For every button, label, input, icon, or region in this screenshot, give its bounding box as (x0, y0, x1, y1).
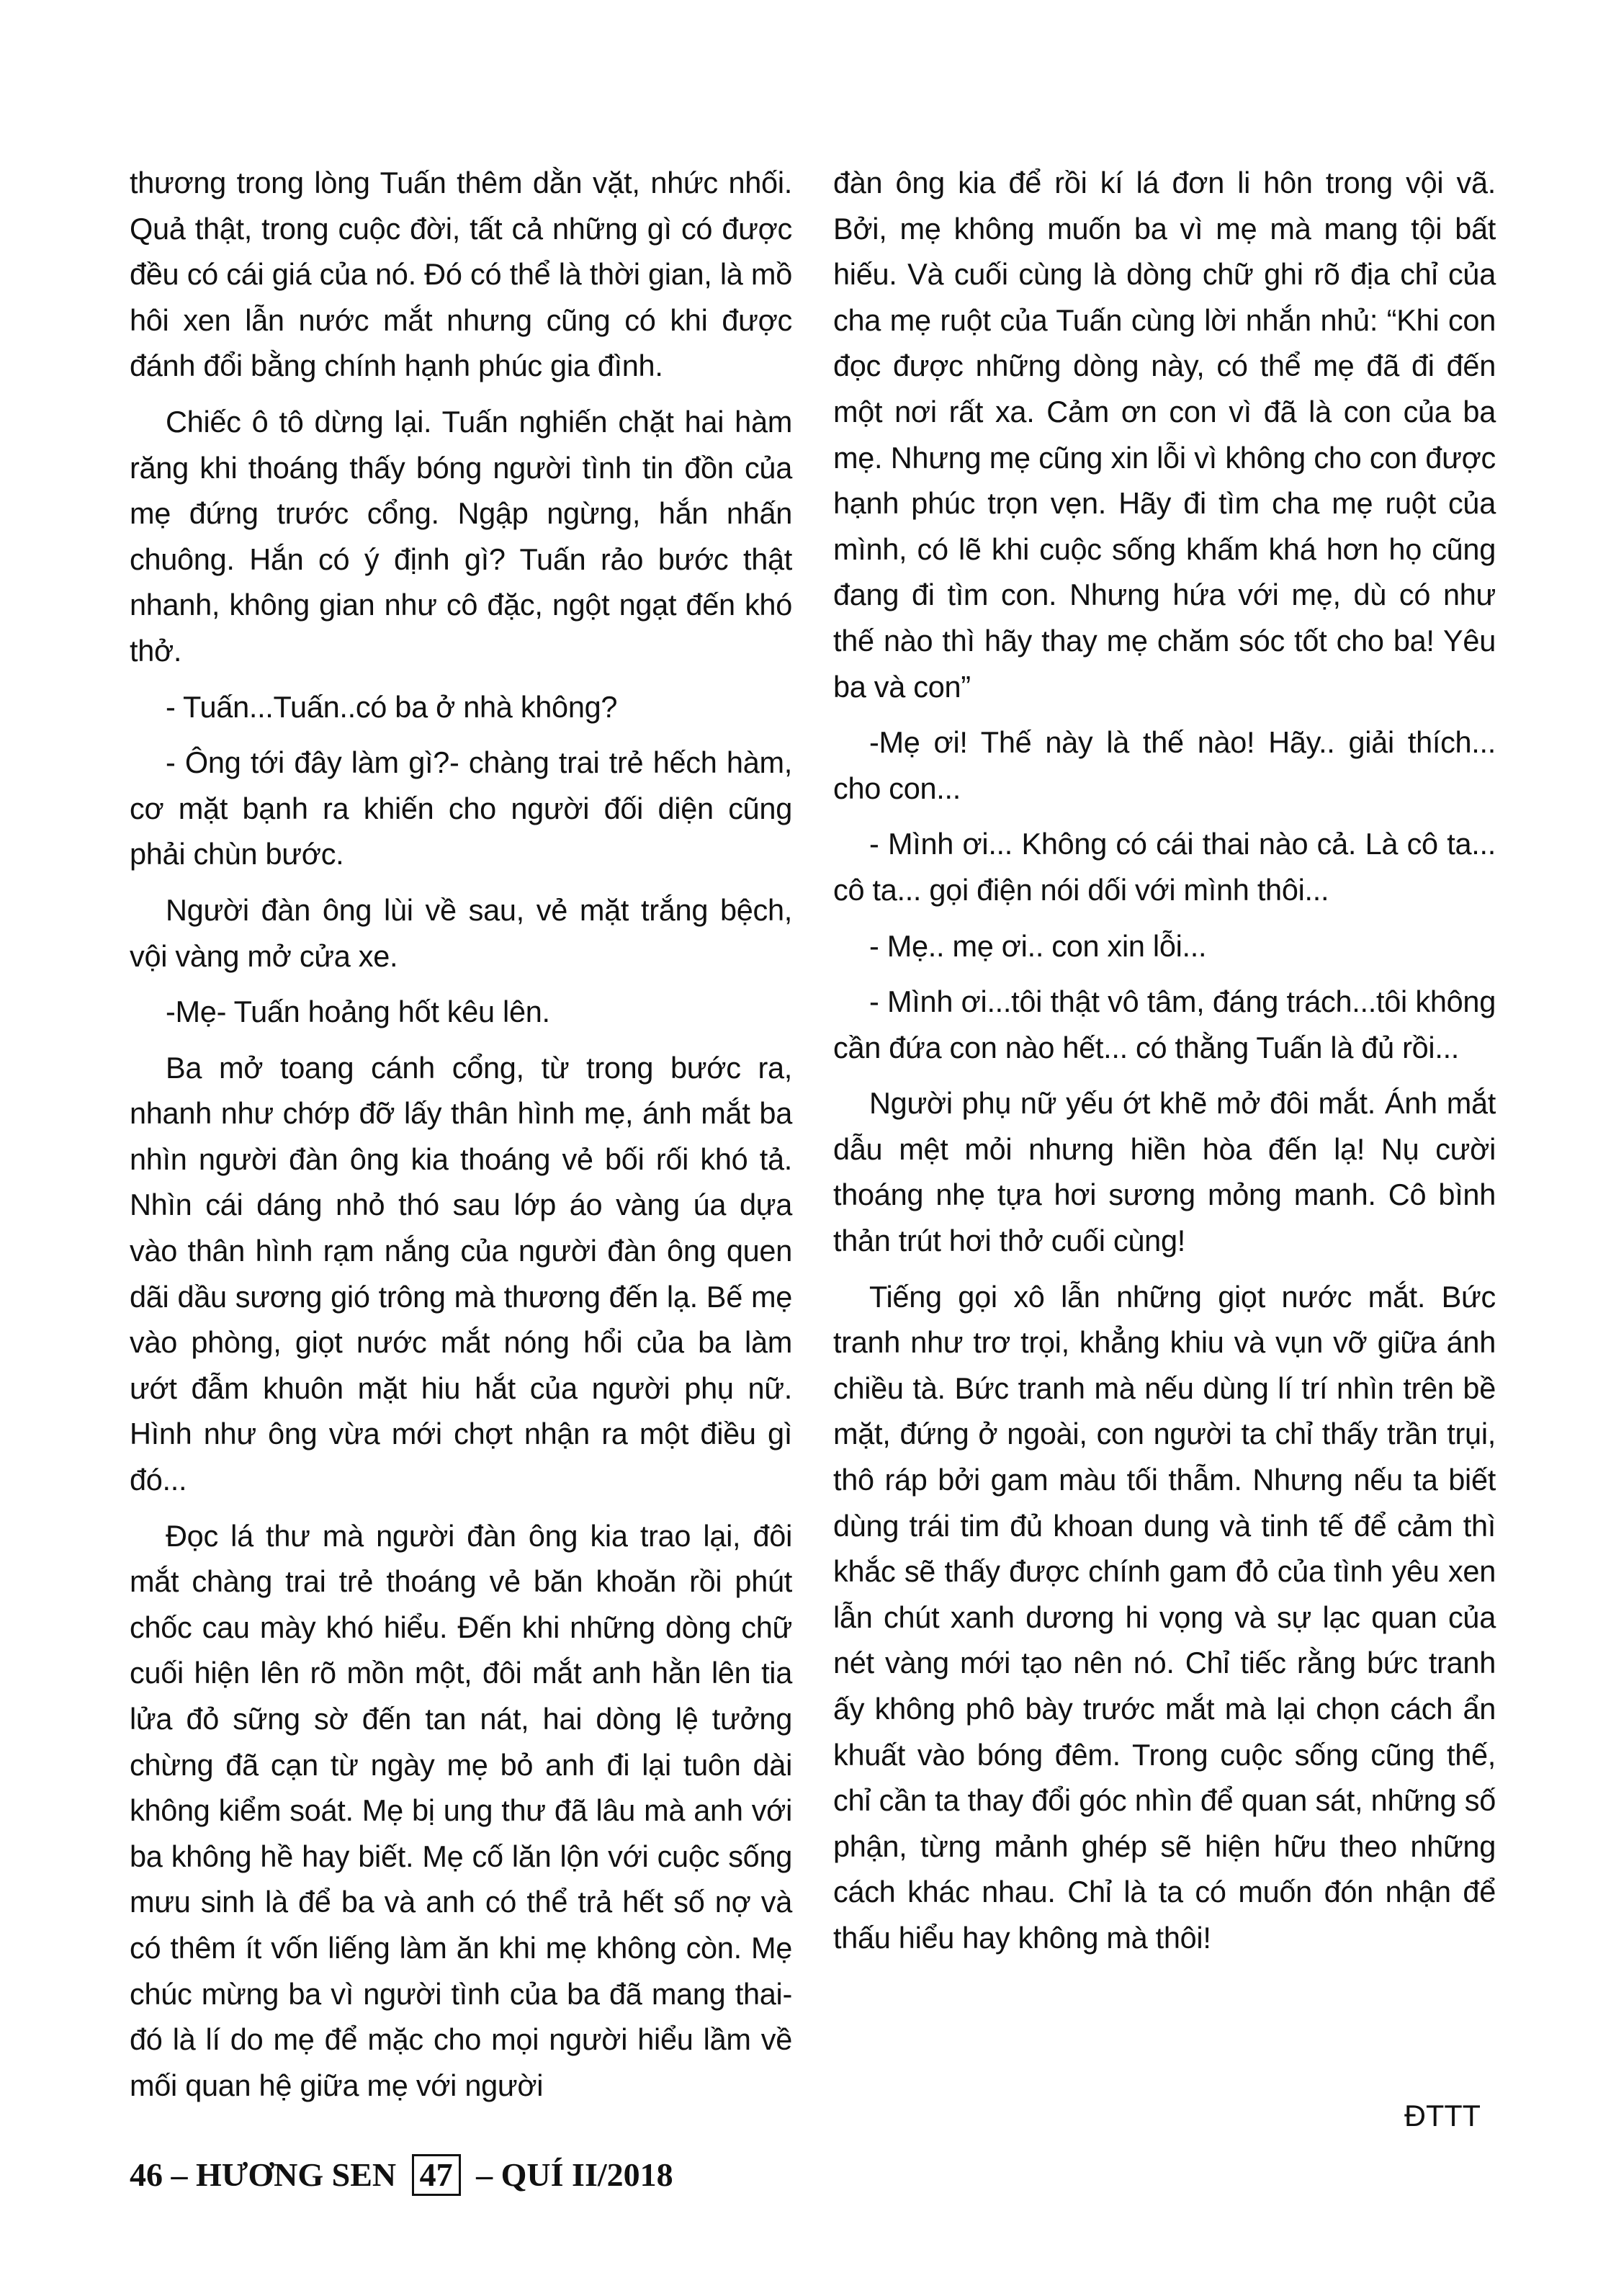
paragraph: - Ông tới đây làm gì?- chàng trai trẻ hếch hàm, cơ mặt bạnh ra khiến cho người đối diện cũng phải chùn bước. (130, 745, 792, 871)
paragraph: Ba mở toang cánh cổng, từ trong bước ra, nhanh như chớp đỡ lấy thân hình mẹ, ánh mắt ba nhìn người đàn ông kia thoáng vẻ bối rối khó tả. Nhìn cái dáng nhỏ thó sau lớp áo vàng úa dựa vào thân hình rạm nắng của người đàn ông quen dãi dầu sương gió trông mà thương đến lạ. Bế mẹ vào phòng, giọt nước mắt nóng hổi của ba làm ướt đẫm khuôn mặt hiu hắt của người phụ nữ. Hình như ông vừa mới chợt nhận ra một điều gì đó... (130, 1050, 792, 1497)
issue-number: 47 (412, 2154, 461, 2196)
paragraph: đàn ông kia để rồi kí lá đơn li hôn trong vội vã. Bởi, mẹ không muốn ba vì mẹ mà mang tội bất hiếu. Và cuối cùng là dòng chữ ghi rõ địa chỉ của cha mẹ ruột của Tuấn cùng lời nhắn nhủ: “Khi con đọc được những dòng này, có thể mẹ đã đi đến một nơi rất xa. Cảm ơn con vì đã là con của ba mẹ. Nhưng mẹ cũng xin lỗi vì không cho con được hạnh phúc trọn vẹn. Hãy đi tìm cha mẹ ruột của mình, có lẽ khi cuộc sống khấm khá hơn họ cũng đang đi tìm con. Nhưng hứa với mẹ, dù có như thế nào thì hãy thay mẹ chăm sóc tốt cho ba! Yêu ba và con” (833, 166, 1496, 704)
paragraph: Người đàn ông lùi về sau, vẻ mặt trắng bệch, vội vàng mở cửa xe. (130, 892, 792, 973)
left-column (130, 160, 792, 2118)
right-column (833, 160, 1496, 1971)
footer-separator: – (163, 2156, 196, 2193)
paragraph: Tiếng gọi xô lẫn những giọt nước mắt. Bức tranh như trơ trọi, khẳng khiu và vụn vỡ giữa ánh chiều tà. Bức tranh mà nếu dùng lí trí nhìn trên bề mặt, đứng ở ngoài, con người ta chỉ thấy trần trụi, thô ráp bởi gam màu tối thẫm. Nhưng nếu ta biết dùng trái tim đủ khoan dung và tinh tế để cảm thì khắc sẽ thấy được chính gam đỏ của tình yêu xen lẫn chút xanh dương hi vọng và sự lạc quan của nét vàng mới tạo nên nó. Chỉ tiếc rằng bức tranh ấy không phô bày trước mắt mà lại chọn cách ẩn khuất vào bóng đêm. Trong cuộc sống cũng thế, chỉ cần ta thay đổi góc nhìn để quan sát, những số phận, từng mảnh ghép sẽ hiện hữu theo những cách khác nhau. Chỉ là ta có muốn đón nhận để thấu hiểu hay không mà thôi! (833, 1279, 1496, 1955)
paragraph: - Mình ơi... Không có cái thai nào cả. Là cô ta... cô ta... gọi điện nói dối với mình thôi... (833, 827, 1496, 907)
paragraph: - Mẹ.. mẹ ơi.. con xin lỗi... (869, 928, 1207, 963)
page-number: 46 (130, 2156, 163, 2193)
author-signature: ĐTTT (1404, 2099, 1481, 2133)
paragraph: thương trong lòng Tuấn thêm dằn vặt, nhức nhối. Quả thật, trong cuộc đời, tất cả những gì có được đều có cái giá của nó. Đó có thể là thời gian, là mồ hôi xen lẫn nước mắt nhưng cũng có khi được đánh đổi bằng chính hạnh phúc gia đình. (130, 166, 792, 383)
paragraph: - Tuấn...Tuấn..có ba ở nhà không? (166, 689, 618, 724)
paragraph: Người phụ nữ yếu ớt khẽ mở đôi mắt. Ánh mắt dẫu mệt mỏi nhưng hiền hòa đến lạ! Nụ cười thoáng nhẹ tựa hơi sương mỏng manh. Cô bình thản trút hơi thở cuối cùng! (833, 1086, 1496, 1258)
paragraph: -Mẹ ơi! Thế này là thế nào! Hãy.. giải thích... cho con... (833, 725, 1496, 805)
paragraph: Đọc lá thư mà người đàn ông kia trao lại, đôi mắt chàng trai trẻ thoáng vẻ băn khoăn rồi phút chốc cau mày khó hiểu. Đến khi những dòng chữ cuối hiện lên rõ mồn một, đôi mắt anh hằn lên tia lửa đỏ sững sờ đến tan nát, hai dòng lệ tưởng chừng đã cạn từ ngày mẹ bỏ anh đi lại tuôn dài không kiểm soát. Mẹ bị ung thư đã lâu mà anh với ba không hề hay biết. Mẹ cố lăn lộn với cuộc sống mưu sinh là để ba và anh có thể trả hết số nợ và có thêm ít vốn liếng làm ăn khi mẹ không còn. Mẹ chúc mừng ba vì người tình của ba đã mang thai-đó là lí do mẹ để mặc cho mọi người hiểu lầm về mối quan hệ giữa mẹ với người (130, 1518, 792, 2102)
magazine-name: HƯƠNG SEN (196, 2156, 405, 2193)
footer-separator: – (467, 2156, 501, 2193)
paragraph: -Mẹ- Tuấn hoảng hốt kêu lên. (166, 995, 550, 1029)
page-footer (130, 2153, 673, 2197)
issue-quarter: QUÍ II/2018 (500, 2156, 673, 2193)
paragraph: Chiếc ô tô dừng lại. Tuấn nghiến chặt hai hàm răng khi thoáng thấy bóng người tình tin đồn của mẹ đứng trước cổng. Ngập ngừng, hắn nhấn chuông. Hắn có ý định gì? Tuấn rảo bước thật nhanh, không gian như cô đặc, ngột ngạt đến khó thở. (130, 404, 792, 668)
paragraph: - Mình ơi...tôi thật vô tâm, đáng trách...tôi không cần đứa con nào hết... có thằng Tuấn là đủ rồi... (833, 985, 1496, 1064)
